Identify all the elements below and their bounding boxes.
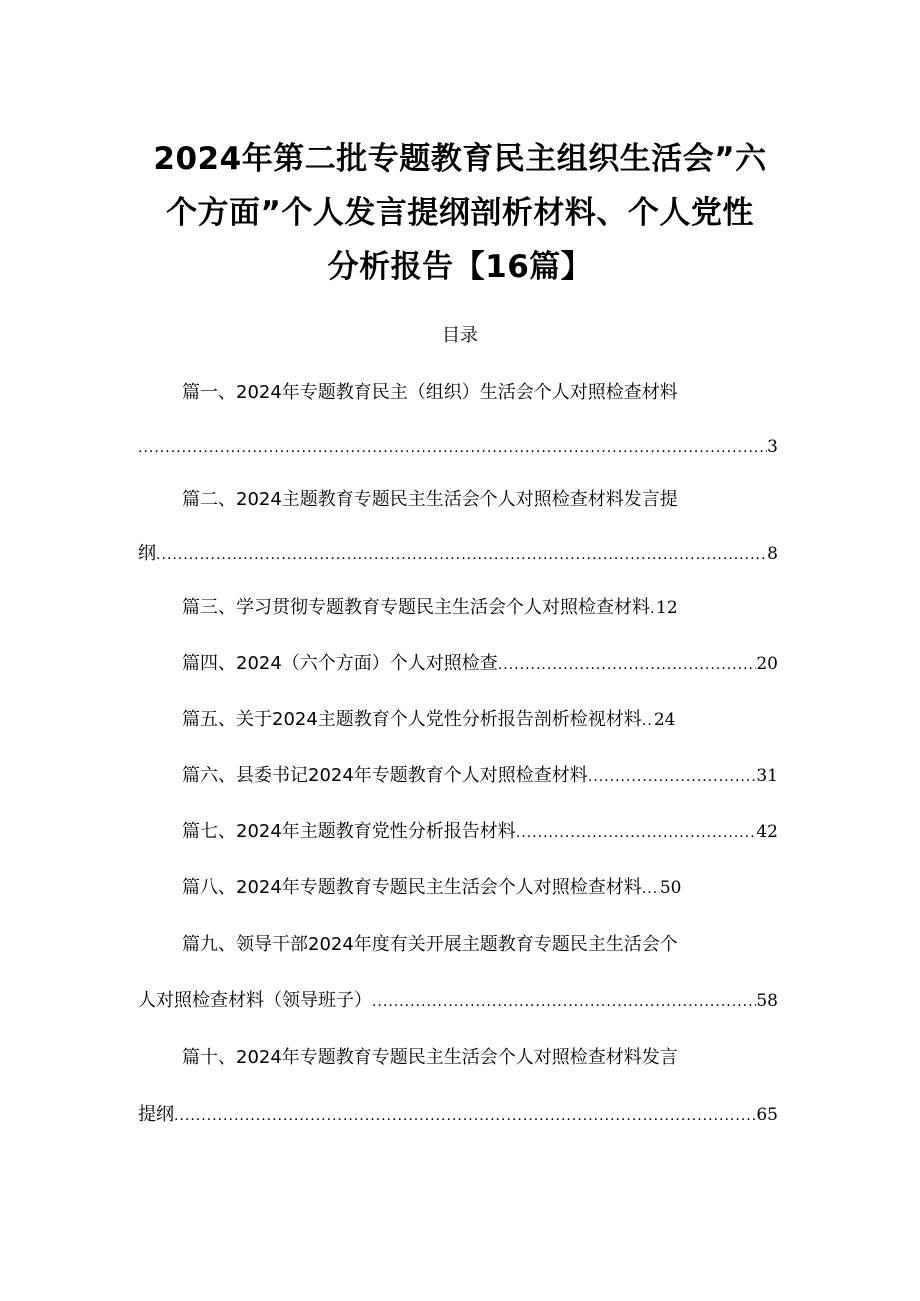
toc-entry-9-continuation: 人对照检查材料（领导班子）: [138, 990, 372, 1011]
toc-entry-8-page: 50: [659, 878, 682, 898]
document-title: [130, 132, 790, 294]
dot-leader: [642, 708, 654, 734]
toc-entry-3-page: 12: [656, 598, 678, 618]
toc-entry-1-page: 3: [767, 437, 778, 457]
dot-leader: [516, 820, 757, 846]
toc-entry-4[interactable]: [182, 651, 778, 678]
toc-entry-4-page: 20: [756, 654, 778, 674]
toc-entry-2-page: 8: [767, 544, 778, 564]
toc-entry-1-text[interactable]: 篇一、2024年专题教育民主（组织）生活会个人对照检查材料: [182, 382, 678, 403]
toc-entry-8-text: 篇八、2024年专题教育专题民主生活会个人对照检查材料: [182, 877, 642, 898]
title-line-2: 个方面”个人发言提纲剖析材料、个人党性: [166, 195, 754, 231]
toc-entry-1-leader[interactable]: [138, 434, 778, 461]
toc-entry-5-text: 篇五、关于2024主题教育个人党性分析报告剖析检视材料: [182, 709, 642, 730]
toc-entry-2-text[interactable]: 篇二、2024主题教育专题民主生活会个人对照检查材料发言提: [182, 489, 678, 510]
toc-entry-9-text[interactable]: 篇九、领导干部2024年度有关开展主题教育专题民主生活会个: [182, 934, 678, 955]
toc-entry-9-page: 58: [756, 991, 778, 1011]
toc-heading: 目录: [442, 325, 478, 346]
toc-entry-10-text[interactable]: 篇十、2024年专题教育专题民主生活会个人对照检查材料发言: [182, 1047, 678, 1068]
toc-entry-3[interactable]: [182, 595, 778, 622]
dot-leader: [174, 1103, 756, 1129]
title-line-3: 分析报告【16篇】: [327, 249, 593, 285]
toc-entry-5-page: 24: [653, 710, 676, 730]
dot-leader: [372, 989, 756, 1015]
toc-entry-9-leader[interactable]: [138, 988, 778, 1015]
dot-leader: [138, 435, 767, 461]
toc-entry-7[interactable]: [182, 819, 778, 846]
toc-entry-2-leader[interactable]: [138, 541, 778, 568]
toc-entry-10-continuation: 提纲: [138, 1104, 174, 1125]
toc-entry-10-leader[interactable]: [138, 1102, 778, 1129]
toc-entry-6-page: 31: [756, 766, 778, 786]
dot-leader: [588, 764, 757, 790]
toc-entry-3-text: 篇三、学习贯彻专题教育专题民主生活会个人对照检查材料: [182, 597, 650, 618]
toc-entry-5[interactable]: [182, 707, 778, 734]
dot-leader: [156, 542, 767, 568]
toc-entry-4-text: 篇四、2024（六个方面）个人对照检查: [182, 653, 498, 674]
toc-entry-10-page: 65: [756, 1105, 778, 1125]
toc-entry-7-text: 篇七、2024年主题教育党性分析报告材料: [182, 821, 516, 842]
title-line-1: 2024年第二批专题教育民主组织生活会”六: [153, 141, 767, 177]
toc-entry-6-text: 篇六、县委书记2024年专题教育个人对照检查材料: [182, 765, 588, 786]
toc-entry-2-continuation: 纲: [138, 543, 156, 564]
toc-entry-6[interactable]: [182, 763, 778, 790]
toc-entry-7-page: 42: [756, 822, 778, 842]
dot-leader: [498, 652, 757, 678]
dot-leader: [642, 876, 660, 902]
toc-entry-8[interactable]: [182, 875, 778, 902]
